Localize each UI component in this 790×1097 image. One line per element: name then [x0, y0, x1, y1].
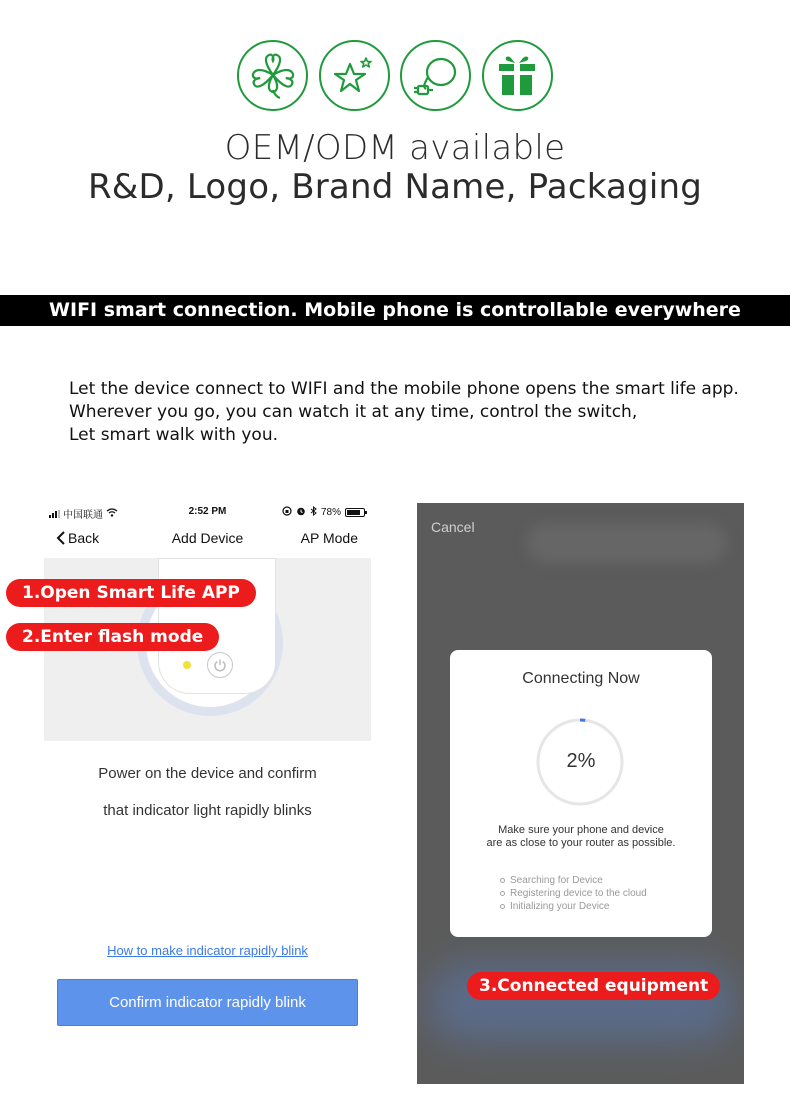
ap-mode-button[interactable]: AP Mode [300, 530, 358, 546]
nav-bar [44, 530, 371, 550]
gift-icon [482, 40, 553, 111]
background-blur [527, 523, 727, 563]
step-item [500, 900, 700, 913]
status-time: 2:52 PM [188, 506, 227, 517]
confirm-blink-button[interactable]: Confirm indicator rapidly blink [57, 979, 358, 1026]
connecting-dialog [450, 650, 712, 937]
intro-line: Wherever you go, you can watch it at any time, control the switch, [69, 402, 638, 422]
dialog-title: Connecting Now [522, 670, 640, 687]
note-line: Make sure your phone and device [498, 824, 664, 836]
bullet-icon [500, 891, 505, 896]
bullet-icon [500, 878, 505, 883]
bullet-icon [500, 904, 505, 909]
battery-icon [345, 508, 365, 517]
dialog-note [450, 824, 712, 850]
step-label: Registering device to the cloud [510, 888, 647, 899]
carrier-name: 中国联通 [63, 510, 103, 521]
progress-percent: 2% [566, 750, 596, 772]
star-icon [319, 40, 390, 111]
power-icon [207, 652, 233, 678]
help-link[interactable]: How to make indicator rapidly blink [107, 943, 308, 958]
instruction-line: that indicator light rapidly blinks [103, 802, 312, 819]
status-right [282, 506, 365, 519]
instruction-line: Power on the device and confirm [98, 765, 317, 782]
bluetooth-icon [310, 506, 317, 519]
note-line: are as close to your router as possible. [486, 837, 676, 849]
step-label: Searching for Device [510, 875, 603, 886]
back-label: Back [68, 530, 100, 546]
oem-subheading: R&D, Logo, Brand Name, Packaging [87, 167, 703, 207]
feature-icon-row [237, 40, 553, 112]
battery-percent: 78% [320, 507, 341, 518]
lock-rotation-icon [282, 506, 292, 519]
step-label: Initializing your Device [510, 901, 610, 912]
alarm-icon [296, 506, 306, 519]
connection-steps [500, 874, 700, 913]
page-title: Add Device [171, 530, 244, 546]
cancel-button[interactable]: Cancel [431, 519, 475, 535]
step-item [500, 887, 700, 900]
clover-icon [237, 40, 308, 111]
intro-line: Let the device connect to WIFI and the mobile phone opens the smart life app. [69, 379, 739, 399]
wifi-banner: WIFI smart connection. Mobile phone is controllable everywhere [0, 295, 790, 326]
step-badge: 1.Open Smart Life APP [6, 579, 256, 607]
step-badge: 2.Enter flash mode [6, 623, 219, 651]
oem-heading: OEM/ODM available [224, 128, 566, 168]
indicator-light-icon [183, 661, 191, 669]
status-bar [44, 506, 371, 520]
plug-cable-icon [400, 40, 471, 111]
intro-text [69, 378, 759, 447]
step-badge: 3.Connected equipment [467, 972, 720, 1000]
intro-line: Let smart walk with you. [69, 425, 278, 445]
step-item [500, 874, 700, 887]
